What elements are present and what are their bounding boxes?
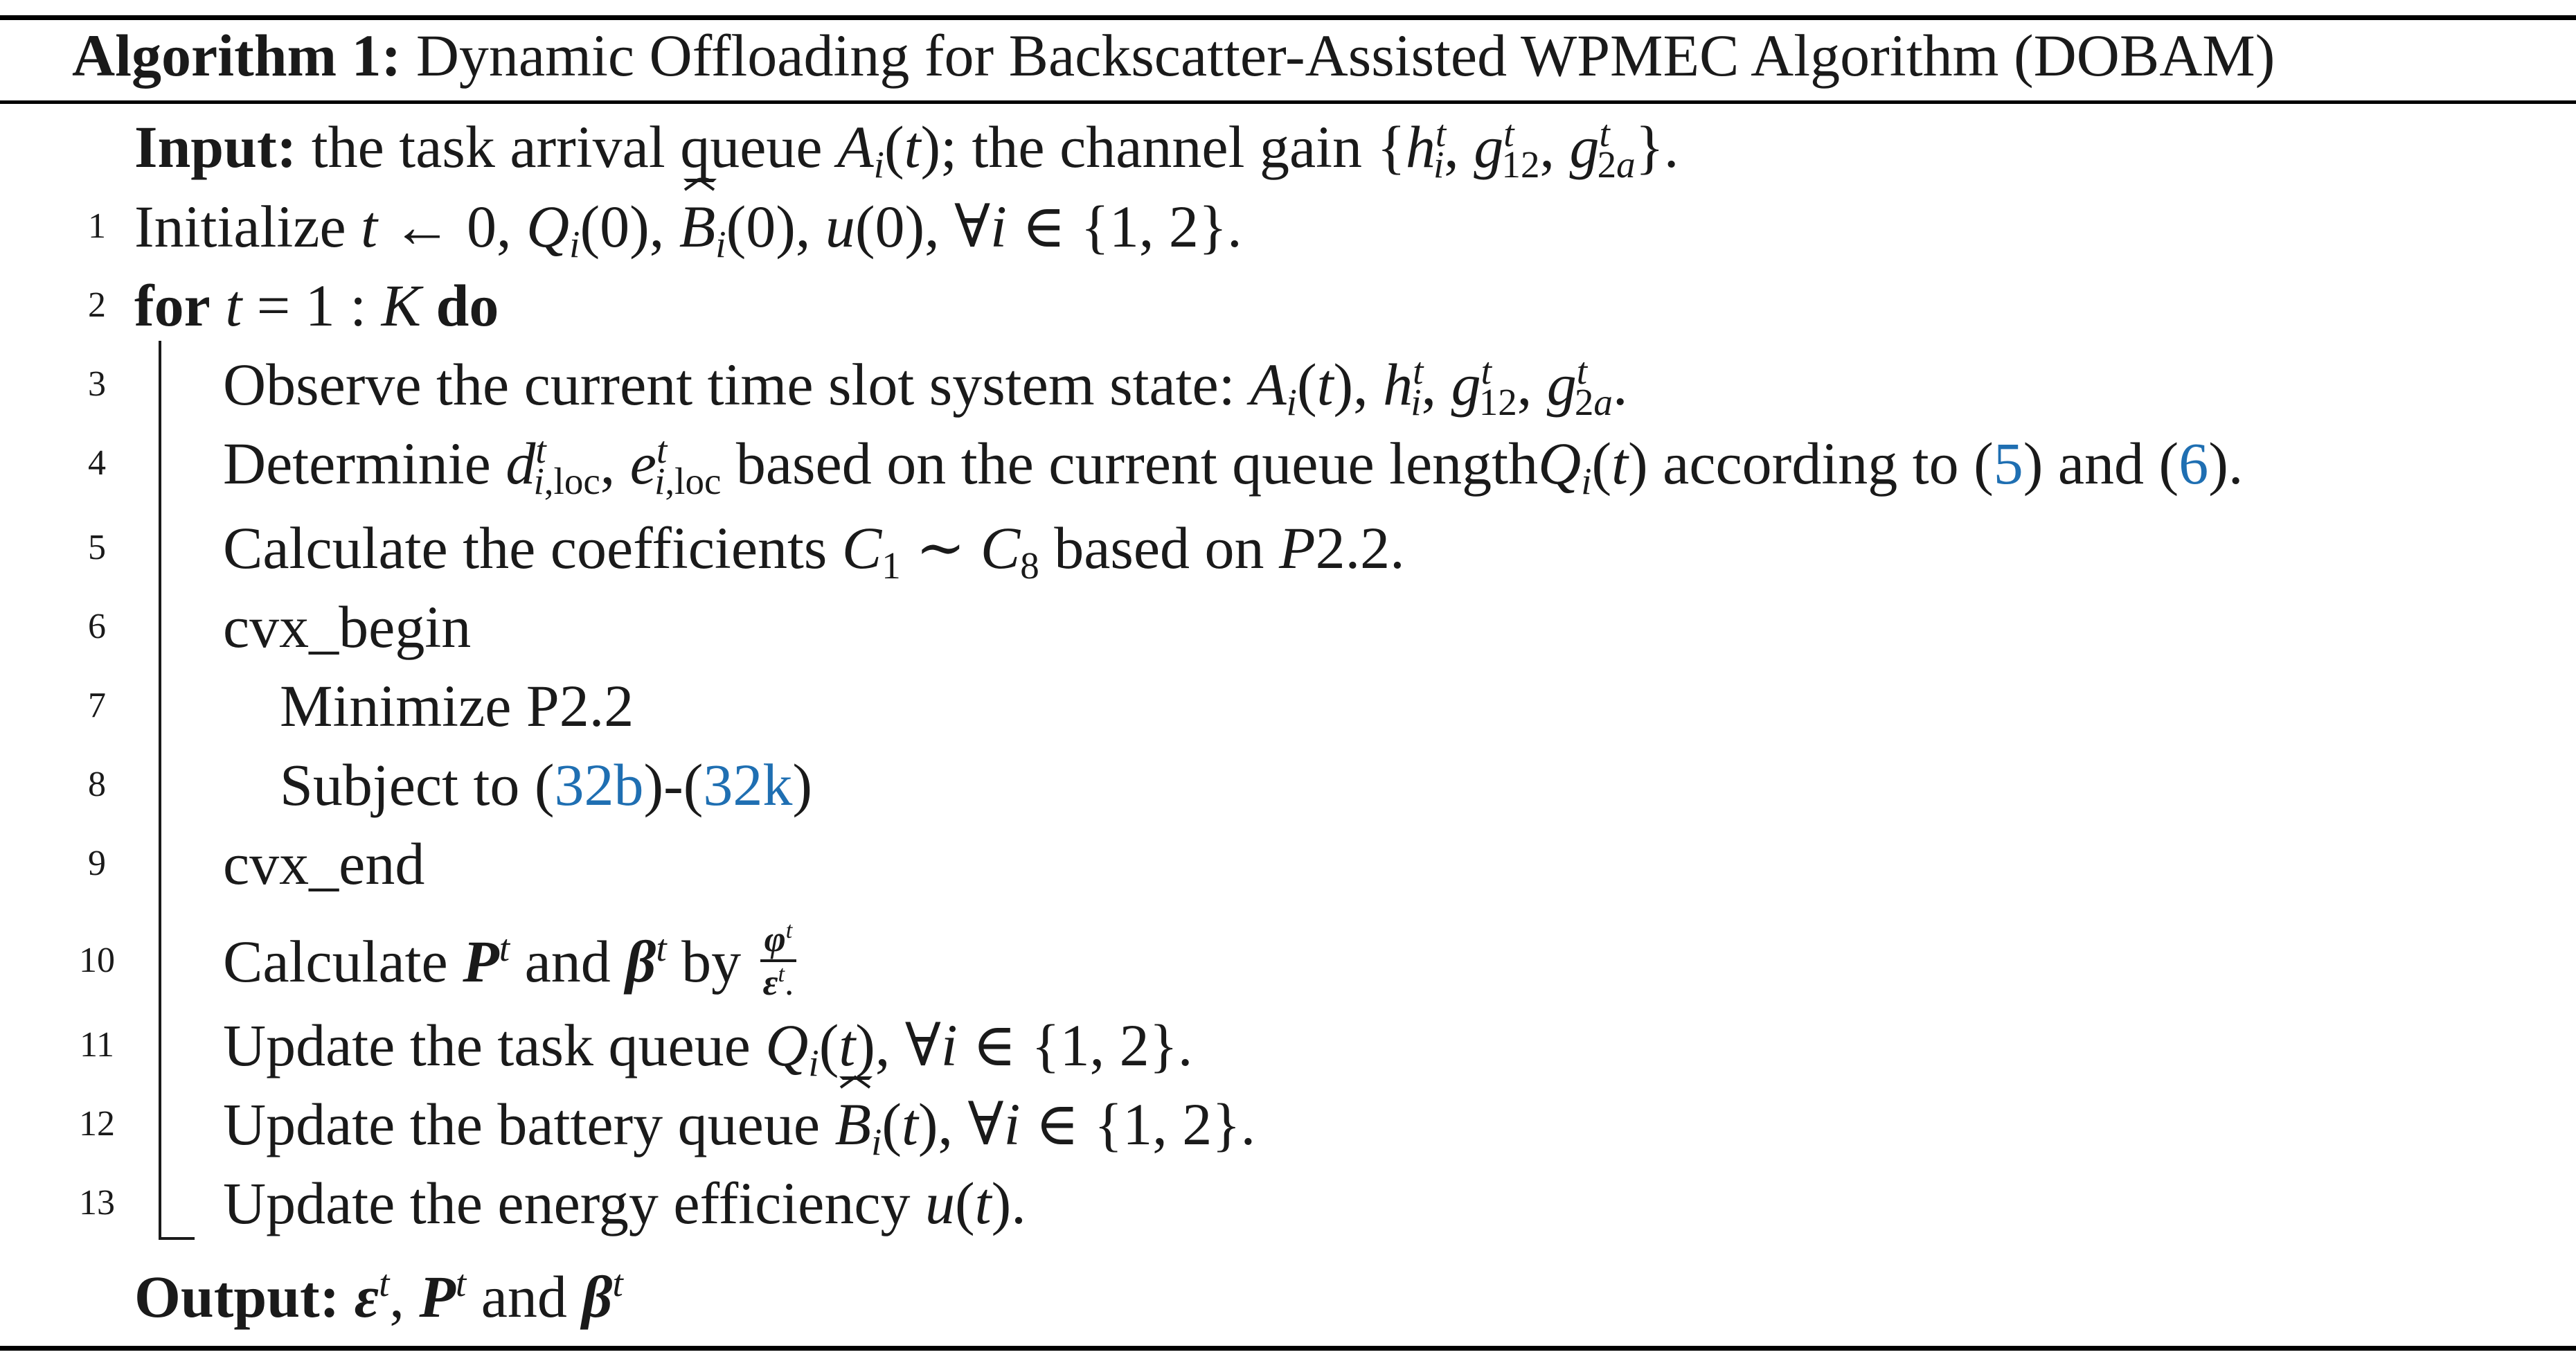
equation-ref-32b[interactable]: 32b: [554, 752, 644, 818]
line-number-13: 13: [79, 1183, 115, 1223]
line-4-end: ).: [2208, 430, 2244, 497]
line-8-mid: )-(: [643, 752, 704, 818]
equation-ref-32k[interactable]: 32k: [703, 752, 793, 818]
algorithm-line-5: Calculate the coefficients $C_1$ ∼ $C_8$ based on P2.2.: [223, 515, 1405, 587]
line-3-text: Observe the current time slot system state:: [223, 351, 1235, 418]
algorithm-line-13: Update the energy efficiency u(t).: [223, 1170, 1026, 1236]
line-number-3: 3: [88, 364, 106, 404]
algorithm-line-9: [223, 824, 424, 903]
caption-title: Dynamic Offloading for Backscatter-Assisted WPMEC Algorithm (DOBAM): [415, 22, 2275, 89]
top-rule: [0, 15, 2576, 20]
line-4-and: ) and (: [2023, 430, 2179, 497]
line-number-12: 12: [79, 1104, 115, 1144]
line-10-by: by: [681, 928, 742, 995]
line-9-text: cvx_end: [223, 830, 425, 897]
for-keyword: for: [134, 272, 211, 339]
line-13-text: Update the energy efficiency: [223, 1170, 911, 1236]
line-number-6: 6: [88, 607, 106, 646]
line-5-tail: based on: [1054, 515, 1264, 581]
line-number-4: 4: [88, 443, 106, 483]
input-line: Input: the task arrival queue $A_i(t)$; the channel gain {$h^t_i$, $g^t_{12}$, $g^t_{2a}$}.: [134, 112, 1679, 186]
output-and: and: [481, 1263, 567, 1330]
line-11-text: Update the task queue: [223, 1012, 751, 1078]
line-10-and: and: [524, 928, 611, 995]
hat-accent: B: [679, 187, 716, 266]
line-number-5: 5: [88, 528, 106, 567]
algorithm-line-11: Update the task queue $Q_i(t)$, ∀i ∈ {1, 2}.: [223, 1012, 1193, 1085]
line-number-10: 10: [79, 941, 115, 980]
algorithm-line-4: Determinie $d^t_{i,loc}$, $e^t_{i,loc}$ based on the current queue lengthQ$_i$(t) according to (5) and (6).: [223, 428, 2244, 503]
equation-ref-5[interactable]: 5: [1993, 430, 2023, 497]
line-4-tail: according to (: [1663, 430, 1994, 497]
line-number-11: 11: [79, 1025, 115, 1065]
algorithm-line-1: Initialize t ← 0, $Q_i(0)$, $B_i(0)$, u(0), ∀i ∈ {1, 2}.: [134, 187, 1242, 266]
line-10-text: Calculate: [223, 928, 448, 995]
algorithm-line-2: for t = 1 : K do: [134, 272, 499, 339]
caption-label: Algorithm 1:: [72, 22, 402, 89]
algorithm-caption: [72, 21, 2275, 90]
hat-accent: B: [835, 1085, 872, 1164]
loop-bracket-line: [159, 341, 161, 1240]
line-number-8: 8: [88, 765, 106, 804]
algorithm-line-6: [223, 587, 471, 666]
line-1-text: Initialize: [134, 193, 346, 260]
caption-rule: [0, 100, 2576, 104]
line-12-text: Update the battery queue: [223, 1091, 821, 1157]
line-7-text: Minimize P2.2: [280, 673, 634, 739]
equation-ref-6[interactable]: 6: [2179, 430, 2209, 497]
output-line: Output: $\varepsilon^t$, $P^t$ and $\beta^t$: [134, 1261, 623, 1330]
bottom-rule: [0, 1346, 2576, 1351]
line-4-text: Determinie: [223, 430, 491, 497]
algorithm-line-3: Observe the current time slot system state: $A_i(t)$, $h^t_i$, $g^t_{12}$, $g^t_{2a}$.: [223, 349, 1628, 424]
input-keyword: Input:: [134, 114, 297, 180]
algorithm-line-8: [280, 745, 812, 824]
algorithm-line-12: Update the battery queue $B_i(t)$, ∀i ∈ {1, 2}.: [223, 1085, 1255, 1164]
output-keyword: Output:: [134, 1263, 340, 1330]
algorithm-line-10: Calculate $P^t$ and $\beta^t$ by $\frac{\varphi^t}{\varepsilon^t.}$: [223, 913, 796, 1010]
line-8-end: ): [792, 752, 813, 818]
line-number-1: 1: [88, 206, 106, 246]
line-number-2: 2: [88, 285, 106, 325]
input-text: the task arrival queue: [311, 114, 823, 180]
fraction: $\frac{\varphi^t}{\varepsilon^t.}$: [760, 918, 797, 1002]
loop-bracket-foot: [159, 1237, 195, 1240]
line-number-9: 9: [88, 844, 106, 883]
line-6-text: cvx_begin: [223, 594, 472, 660]
line-5-text: Calculate the coefficients: [223, 515, 828, 581]
do-keyword: do: [436, 272, 499, 339]
line-8-text: Subject to (: [280, 752, 555, 818]
algorithm-line-7: [280, 666, 634, 745]
line-number-7: 7: [88, 686, 106, 725]
line-4-middle: based on the current queue length: [735, 430, 1539, 497]
